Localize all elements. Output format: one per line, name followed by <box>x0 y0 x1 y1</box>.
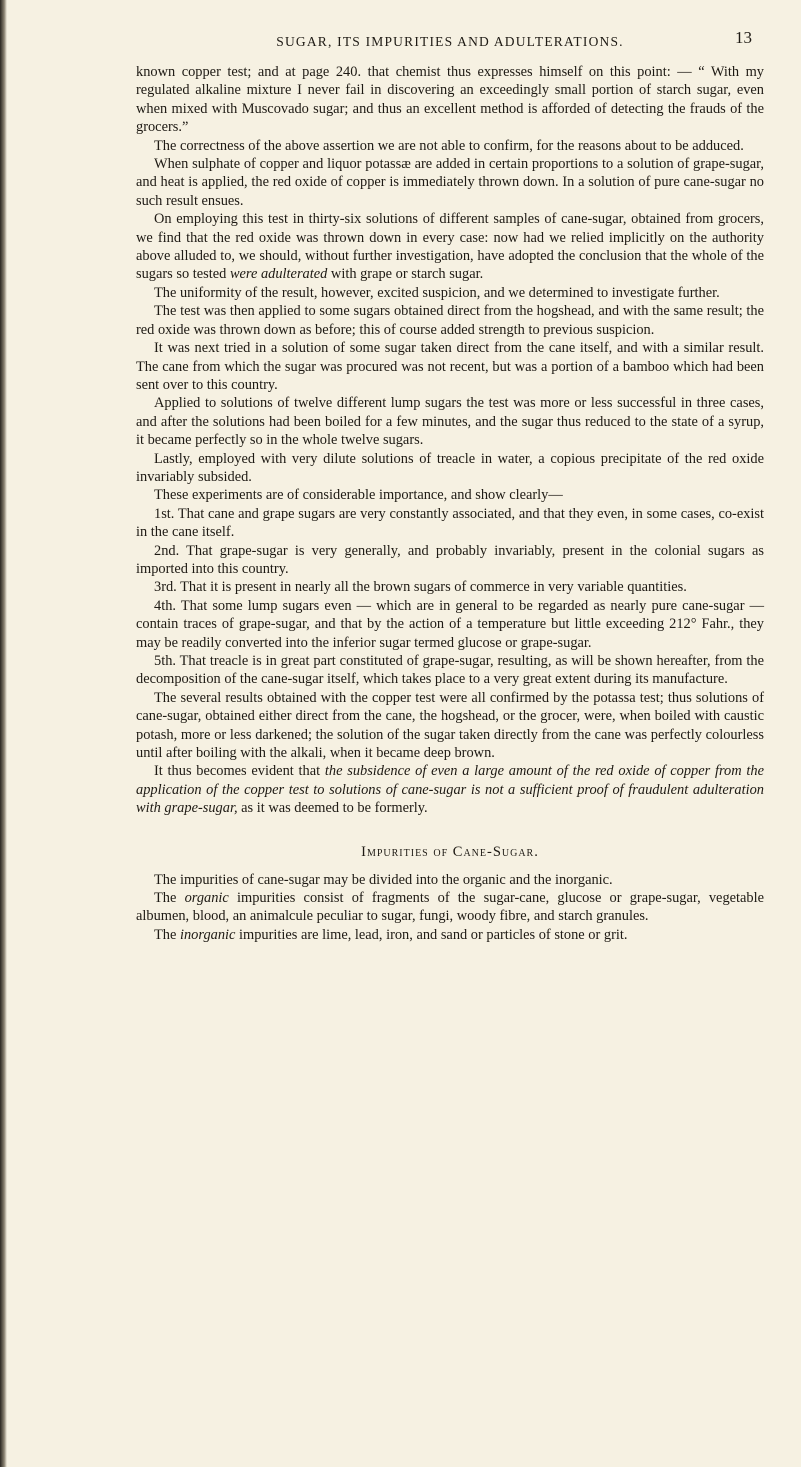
paragraph: When sulphate of copper and liquor potassæ are added in certain proportions to a solution of grape-sugar, and heat is applied, the red oxide of copper is immediately thrown down. In a solution of pure cane-sugar no such result ensues. <box>136 156 764 209</box>
page-number: 13 <box>735 28 752 47</box>
text-run: The <box>154 926 180 943</box>
text-run: It thus becomes evident that <box>154 763 325 780</box>
italic-run: were adulterated <box>229 266 328 283</box>
paragraph: The several results obtained with the copper test were all confirmed by the potassa test; thus solutions of cane-sugar, obtained either direct from the cane, the hogshead, or the grocer, were, when boiled with caustic potash, more or less darkened; the solution of the sugar taken directly from the cane was perfectly colourless until after boiling with the alkali, when it became deep brown. <box>136 689 764 762</box>
paragraph <box>136 889 764 926</box>
list-item: 5th. That treacle is in great part constituted of grape-sugar, resulting, as will be shown hereafter, from the decomposition of the cane-sugar itself, which takes place to a very great extent during its manufacture. <box>136 653 764 688</box>
italic-run: inorganic <box>179 926 236 943</box>
paragraph: The correctness of the above assertion we are not able to confirm, for the reasons about to be adduced. <box>154 137 744 154</box>
list-item: 1st. That cane and grape sugars are very constantly associated, and that they even, in some cases, co-exist in the cane itself. <box>136 505 764 541</box>
text-run: with grape or starch sugar. <box>327 266 484 283</box>
paragraph <box>136 210 764 284</box>
text-run: impurities consist of fragments of the sugar-cane, glucose or grape-sugar, vegetable albumen, blood, an animalcule peculiar to sugar, fungi, woody fibre, and starch granules. <box>136 890 764 925</box>
paragraph: These experiments are of considerable importance, and show clearly— <box>154 487 563 504</box>
text-run: The <box>154 890 185 907</box>
body-text <box>136 63 764 944</box>
paragraph: It was next tried in a solution of some sugar taken direct from the cane itself, and with a similar result. The cane from which the sugar was procured was not recent, but was a portion of a bamboo which had been sent over to this country. <box>136 340 764 393</box>
text-run: impurities are lime, lead, iron, and sand or particles of stone or grit. <box>235 926 628 943</box>
paragraph: The test was then applied to some sugars obtained direct from the hogshead, and with the same result; the red oxide was thrown down as before; this of course added strength to previous suspicion. <box>136 303 764 338</box>
list-item: 2nd. That grape-sugar is very generally, and probably invariably, present in the colonial sugars as imported into this country. <box>136 542 764 577</box>
book-page <box>136 28 764 944</box>
paragraph: The impurities of cane-sugar may be divided into the organic and the inorganic. <box>154 871 613 888</box>
list-item: 3rd. That it is present in nearly all the brown sugars of commerce in very variable quantities. <box>154 579 687 596</box>
paragraph: known copper test; and at page 240. that chemist thus expresses himself on this point: — “ With my regulated alkaline mixture I never fail in discovering an exceedingly small portion of starch sugar, even when mixed with Muscovado sugar; and thus an excellent method is afforded of detecting the frauds of the grocers.” <box>136 64 764 136</box>
text-run: as it was deemed to be formerly. <box>237 800 428 817</box>
text-run: On employing this test in thirty-six solutions of different samples of cane-sugar, obtained from grocers, we find that the red oxide was thrown down in every case: now had we relied implicitly on the authority above alluded to, we should, without further investigation, have adopted the conclusion that the whole of the sugars so tested <box>136 211 764 283</box>
italic-run: organic <box>184 890 229 907</box>
paragraph <box>136 926 764 944</box>
italic-run: the subsidence of even a large amount of the red oxide of copper from the application of the copper test to solutions of cane-sugar is not a sufficient proof of fraudulent adulteration with grape-sugar, <box>136 763 764 817</box>
paragraph <box>136 762 764 817</box>
section-heading: Impurities of Cane-Sugar. <box>361 843 539 860</box>
book-gutter-shadow <box>0 0 7 1467</box>
running-header <box>136 28 764 58</box>
list-item: 4th. That some lump sugars even — which are in general to be regarded as nearly pure cane-sugar — contain traces of grape-sugar, and that by the action of a temperature but little exceeding 212° Fahr., they may be readily converted into the inferior sugar termed glucose or grape-sugar. <box>136 597 764 651</box>
paragraph: Applied to solutions of twelve different lump sugars the test was more or less successful in three cases, and after the solutions had been boiled for a few minutes, and the sugar thus reduced to the state of a syrup, it became perfectly so in the whole twelve sugars. <box>136 395 764 449</box>
running-title: SUGAR, ITS IMPURITIES AND ADULTERATIONS. <box>276 34 624 49</box>
paragraph: The uniformity of the result, however, excited suspicion, and we determined to investigate further. <box>154 284 720 301</box>
paragraph: Lastly, employed with very dilute solutions of treacle in water, a copious precipitate of the red oxide invariably subsided. <box>136 450 764 485</box>
